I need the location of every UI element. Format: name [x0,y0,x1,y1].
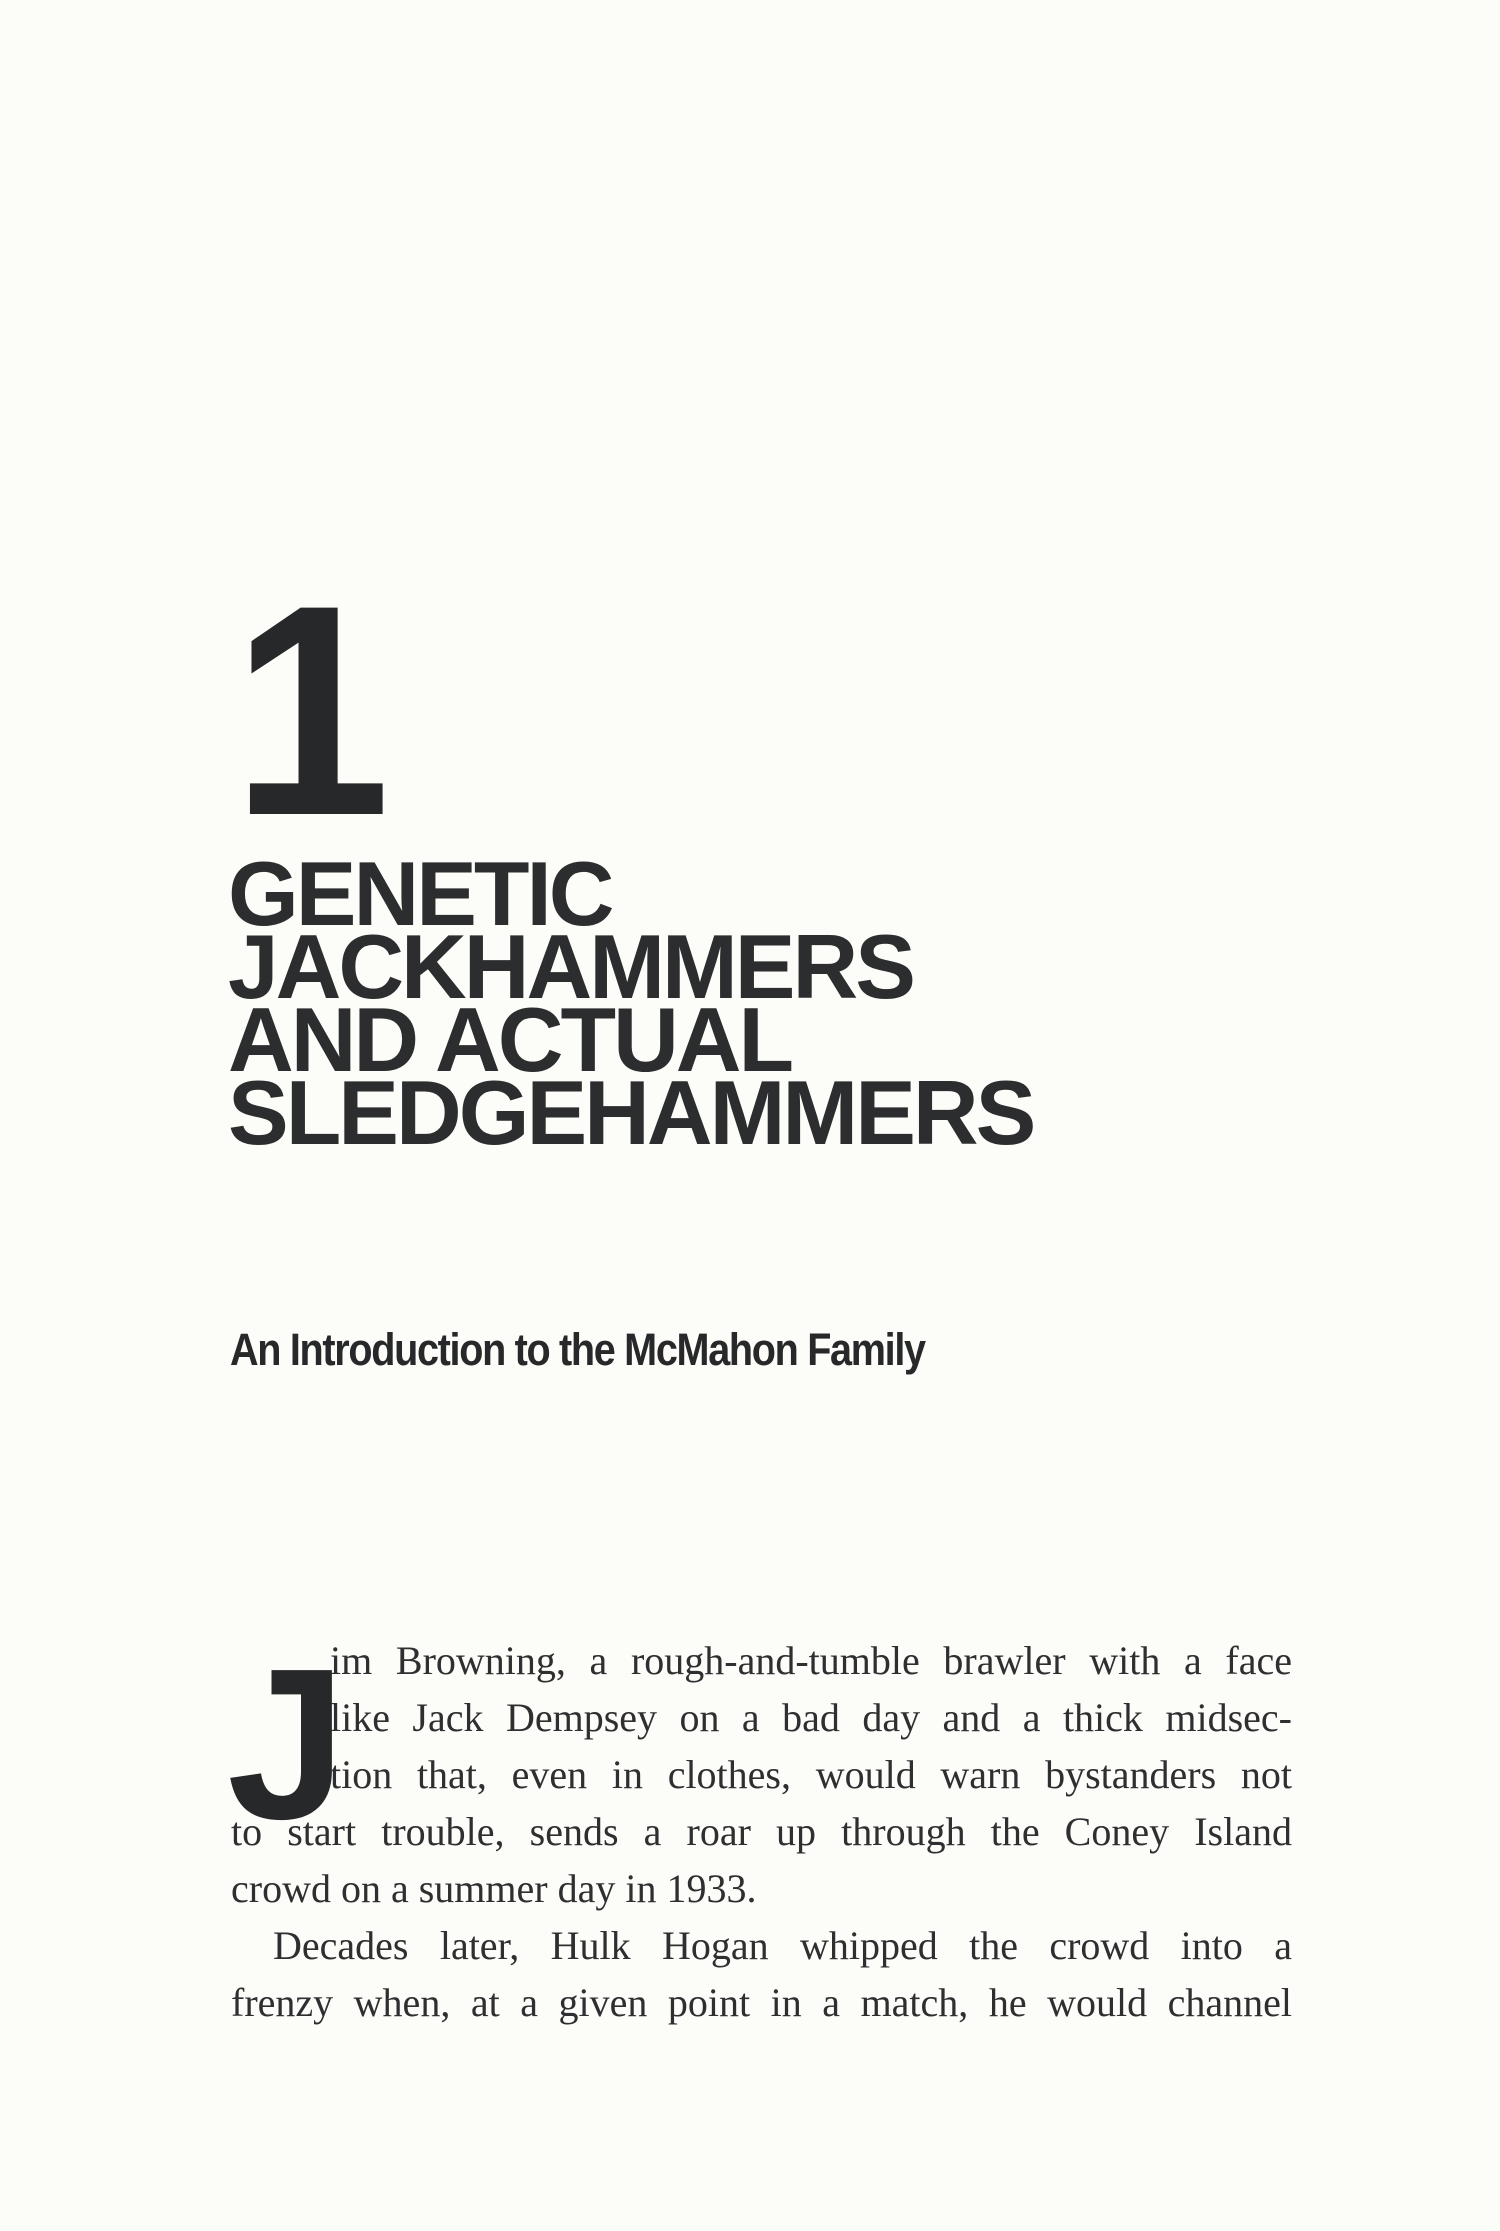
paragraph-line: frenzy when, at a given point in a match, he would channel [231,1980,1292,2025]
paragraph-line: im Browning, a rough-and-tumble brawler with a face [330,1638,1292,1683]
paragraph-line: crowd on a summer day in 1933. [231,1866,757,1911]
drop-cap: J [227,1623,347,1864]
paragraph-line: Decades later, Hulk Hogan whipped the crowd into a [273,1923,1292,1968]
paragraph-line: tion that, even in clothes, would warn bystanders not [330,1752,1292,1797]
paragraph-line: to start trouble, sends a roar up through the Coney Island [231,1809,1292,1854]
chapter-subtitle: An Introduction to the McMahon Family [230,1324,925,1375]
chapter-number: 1 [232,542,391,878]
chapter-title [228,844,1378,1164]
chapter-title-line: AND ACTUAL [228,990,792,1091]
chapter-title-line: JACKHAMMERS [228,917,913,1018]
paragraph-1-dropcap-lines [330,1632,1292,1803]
chapter-title-line: SLEDGEHAMMERS [228,1063,1034,1164]
body-text [231,1803,1292,2031]
paragraph-line: like Jack Dempsey on a bad day and a thick midsec- [330,1695,1292,1740]
chapter-title-line: GENETIC [228,844,612,945]
